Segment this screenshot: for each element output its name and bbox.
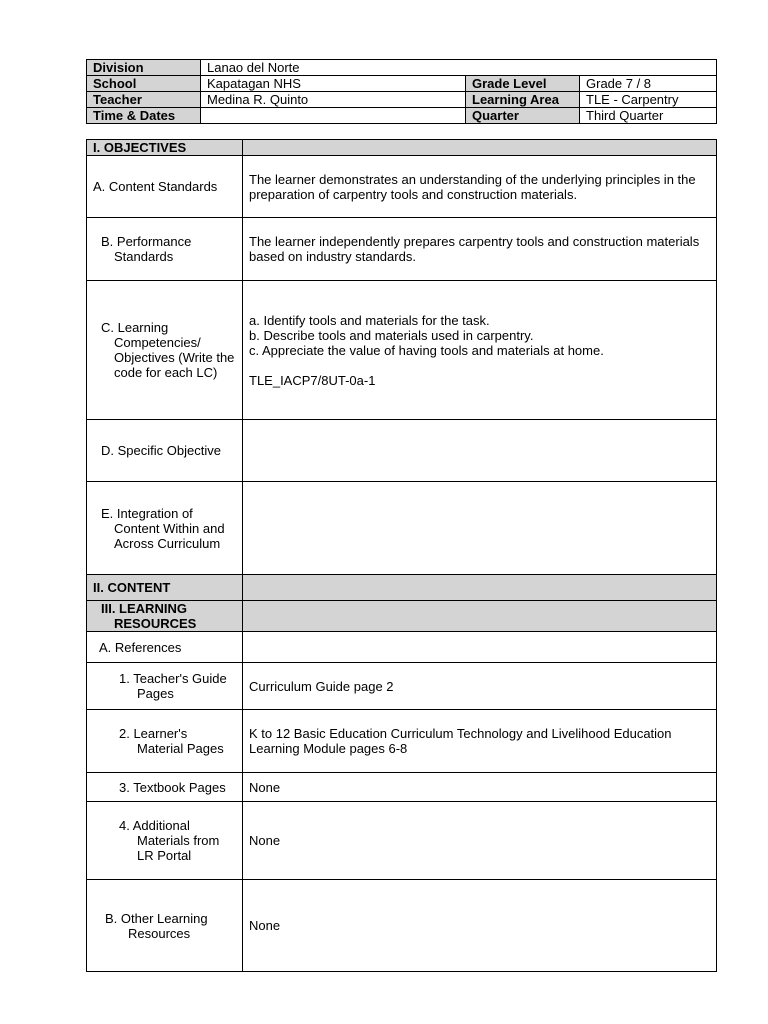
learning-competencies-label [87,281,243,420]
other-resources-label [87,880,243,972]
lesson-plan-table [86,139,717,972]
additional-materials-label-text: 4. Additional Materials from LR Portal [119,818,220,863]
school-label: School [87,76,201,92]
specific-objective-value [243,420,717,482]
content-standards-label-text: A. Content Standards [93,179,218,194]
references-label [87,632,243,663]
performance-standards-value: The learner independently prepares carpentry tools and construction materials based on industry standards. [243,218,717,281]
objectives-heading-fill [243,140,717,156]
grade-level-value: Grade 7 / 8 [580,76,717,92]
content-standards-value: The learner demonstrates an understanding of the underlying principles in the preparation of carpentry tools and construction materials. [243,156,717,218]
division-value: Lanao del Norte [201,60,717,76]
references-label-text: A. References [99,639,182,655]
other-resources-label-text: B. Other Learning Resources [105,910,208,941]
time-dates-label: Time & Dates [87,108,201,124]
objectives-heading: I. OBJECTIVES [87,140,243,156]
specific-objective-label-text: D. Specific Objective [101,443,221,458]
additional-materials-label [87,802,243,880]
content-value [243,575,717,601]
competency-a: a. Identify tools and materials for the task. [249,312,490,328]
learners-material-label [87,710,243,773]
learners-material-label-text: 2. Learner's Material Pages [119,726,224,756]
integration-value [243,482,717,575]
learning-resources-heading-text: III. LEARNING RESOURCES [101,601,197,631]
performance-standards-label [87,218,243,281]
learning-area-label: Learning Area [466,92,580,108]
learning-resources-heading-fill [243,601,717,632]
header-info-table [86,59,717,124]
competency-spacer [249,358,710,373]
grade-level-label: Grade Level [466,76,580,92]
teacher-label: Teacher [87,92,201,108]
time-dates-value [201,108,466,124]
competency-b: b. Describe tools and materials used in carpentry. [249,327,534,343]
learning-area-value: TLE - Carpentry [580,92,717,108]
other-resources-value: None [243,880,717,972]
performance-standards-label-text: B. Performance Standards [101,234,192,264]
learning-resources-heading [87,601,243,632]
school-value: Kapatagan NHS [201,76,466,92]
integration-label [87,482,243,575]
quarter-label: Quarter [466,108,580,124]
quarter-value: Third Quarter [580,108,717,124]
learners-material-value: K to 12 Basic Education Curriculum Technology and Livelihood Education Learning Module pages 6-8 [243,710,717,773]
teachers-guide-label-text: 1. Teacher's Guide Pages [119,671,227,701]
references-value [243,632,717,663]
additional-materials-value: None [243,802,717,880]
teachers-guide-label [87,663,243,710]
teachers-guide-value: Curriculum Guide page 2 [243,663,717,710]
integration-label-text: E. Integration of Content Within and Across Curriculum [101,505,225,551]
learning-competencies-value [243,281,717,420]
division-label: Division [87,60,201,76]
content-standards-label [87,156,243,218]
competency-code: TLE_IACP7/8UT-0a-1 [249,372,376,388]
textbook-pages-value: None [243,773,717,802]
content-heading: II. CONTENT [87,575,243,601]
specific-objective-label [87,420,243,482]
teacher-value: Medina R. Quinto [201,92,466,108]
textbook-pages-label [87,773,243,802]
learning-competencies-label-text: C. Learning Competencies/ Objectives (Write the code for each LC) [101,320,235,380]
textbook-pages-label-text: 3. Textbook Pages [119,779,226,795]
competency-c: c. Appreciate the value of having tools and materials at home. [249,342,604,358]
